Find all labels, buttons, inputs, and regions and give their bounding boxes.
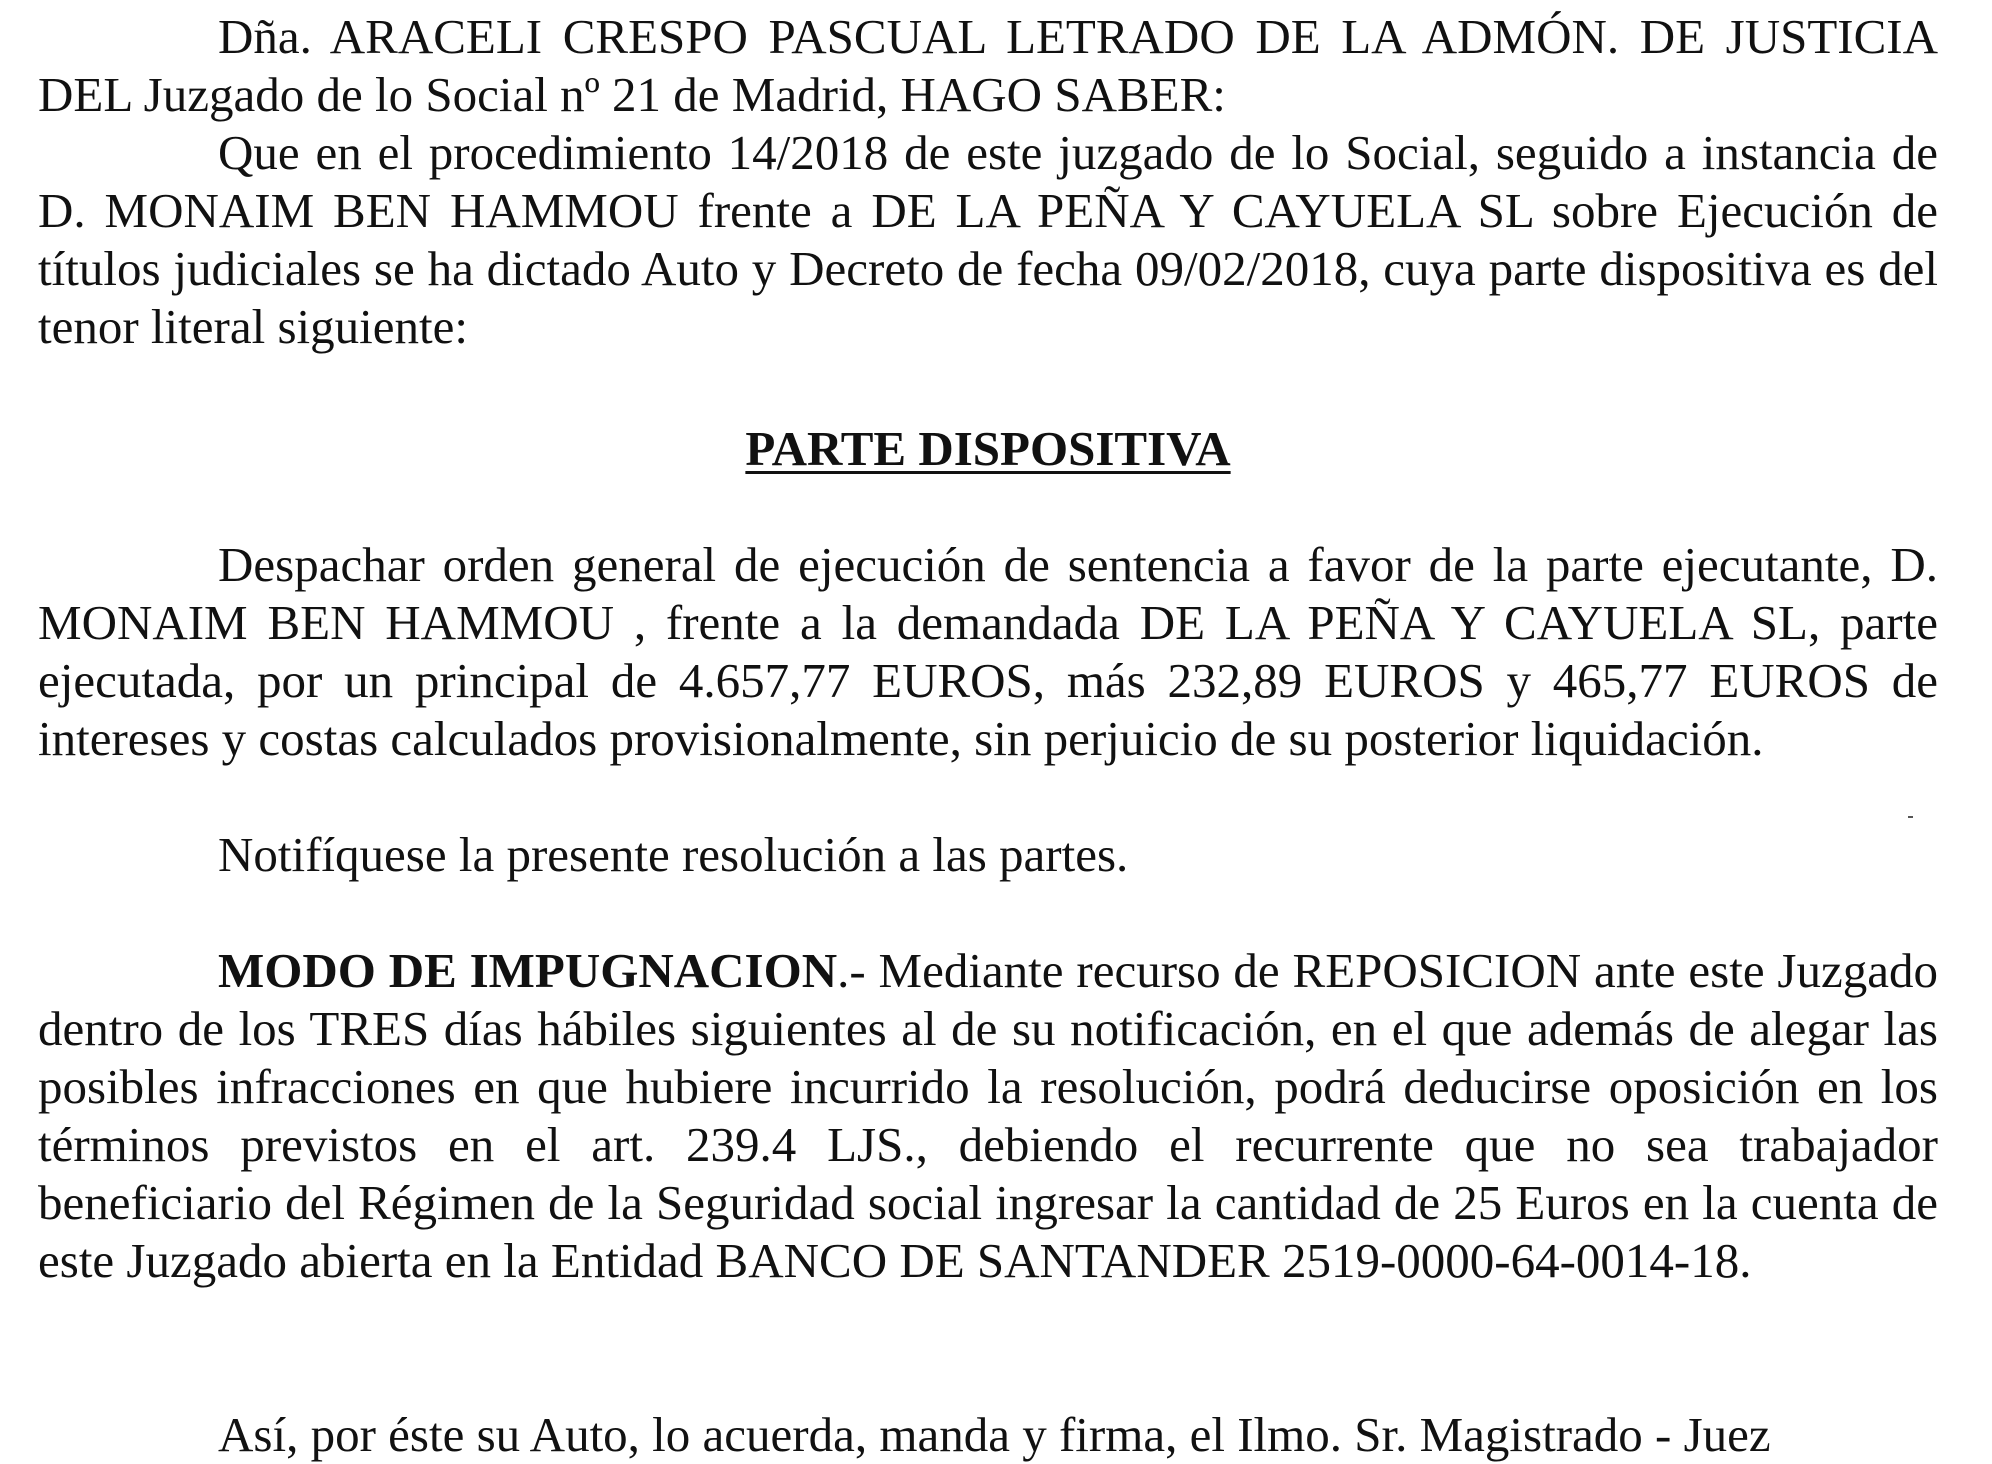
intro-paragraph: Dña. ARACELI CRESPO PASCUAL LETRADO DE LA ADMÓN. DE JUSTICIA DEL Juzgado de lo Social nº 21 de Madrid, HAGO SABER: bbox=[38, 9, 1938, 122]
appeal-paragraph bbox=[38, 942, 1938, 1290]
notify-paragraph: Notifíquese la presente resolución a las partes. bbox=[218, 827, 1129, 882]
appeal-text: .- Mediante recurso de REPOSICION ante este Juzgado dentro de los TRES días hábiles siguientes al de su notificación, en el que además de alegar las posibles infracciones en que hubiere incurrido la resolución, podrá deducirse oposición en los términos previstos en el art. 239.4 LJS., debiendo el recurrente que no sea trabajador beneficiario del Régimen de la Seguridad social ingresar la cantidad de 25 Euros en la cuenta de este Juzgado abierta en la Entidad BANCO DE SANTANDER 2519-0000-64-0014-18. bbox=[38, 943, 1938, 1288]
section-heading-text: PARTE DISPOSITIVA bbox=[745, 421, 1231, 476]
closing-paragraph: Así, por éste su Auto, lo acuerda, manda y firma, el Ilmo. Sr. Magistrado - Juez bbox=[218, 1407, 1771, 1462]
procedure-paragraph: Que en el procedimiento 14/2018 de este juzgado de lo Social, seguido a instancia de D. MONAIM BEN HAMMOU frente a DE LA PEÑA Y CAYUELA SL sobre Ejecución de títulos judiciales se ha dictado Auto y Decreto de fecha 09/02/2018, cuya parte dispositiva es del tenor literal siguiente: bbox=[38, 125, 1938, 354]
appeal-label: MODO DE IMPUGNACION bbox=[218, 943, 838, 998]
dispatch-paragraph: Despachar orden general de ejecución de sentencia a favor de la parte ejecutante, D. MONAIM BEN HAMMOU , frente a la demandada DE LA PEÑA Y CAYUELA SL, parte ejecutada, por un principal de 4.657,77 EUROS, más 232,89 EUROS y 465,77 EUROS de intereses y costas calculados provisionalmente, sin perjuicio de su posterior liquidación. bbox=[38, 537, 1938, 766]
scan-speck bbox=[1908, 816, 1913, 818]
section-heading bbox=[38, 420, 1938, 478]
